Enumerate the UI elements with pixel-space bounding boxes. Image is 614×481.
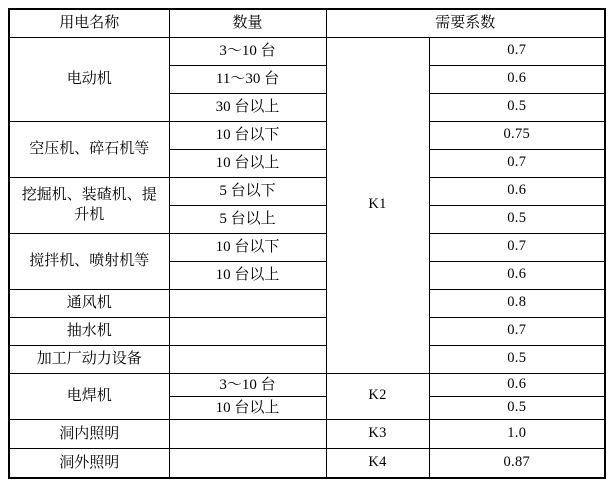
coefficient-value-cell: 0.5 — [429, 93, 605, 121]
equipment-name-cell: 电动机 — [9, 37, 169, 121]
k-factor-cell: K4 — [326, 449, 429, 478]
table-row — [9, 37, 605, 65]
table-row — [9, 289, 605, 317]
coefficient-value-cell: 0.8 — [429, 289, 605, 317]
quantity-cell: 10 台以上 — [169, 149, 326, 177]
coefficient-value-cell: 0.87 — [429, 449, 605, 478]
equipment-name-cell: 通风机 — [9, 289, 169, 317]
quantity-cell: 11～30 台 — [169, 65, 326, 93]
table-row — [9, 233, 605, 261]
table-row — [9, 317, 605, 345]
equipment-name-cell: 电焊机 — [9, 373, 169, 420]
k-factor-cell: K1 — [326, 37, 429, 373]
header-row — [9, 9, 605, 37]
coefficient-value-cell: 0.5 — [429, 396, 605, 419]
equipment-name-cell: 空压机、碎石机等 — [9, 121, 169, 177]
coefficient-value-cell: 0.6 — [429, 373, 605, 396]
quantity-cell — [169, 317, 326, 345]
equipment-name-cell: 加工厂动力设备 — [9, 345, 169, 373]
quantity-cell — [169, 420, 326, 449]
equipment-name-cell: 洞外照明 — [9, 449, 169, 478]
k-factor-cell: K3 — [326, 420, 429, 449]
quantity-cell — [169, 289, 326, 317]
col-header-quantity: 数量 — [169, 9, 326, 37]
quantity-cell: 10 台以下 — [169, 233, 326, 261]
equipment-name-cell: 洞内照明 — [9, 420, 169, 449]
table-row — [9, 449, 605, 478]
quantity-cell: 5 台以下 — [169, 177, 326, 205]
coefficient-value-cell: 0.6 — [429, 261, 605, 289]
table-row — [9, 373, 605, 396]
table-row — [9, 345, 605, 373]
equipment-name-cell: 搅拌机、喷射机等 — [9, 233, 169, 289]
quantity-cell: 10 台以上 — [169, 396, 326, 419]
table-row — [9, 177, 605, 205]
coefficient-value-cell: 0.75 — [429, 121, 605, 149]
equipment-name-cell: 抽水机 — [9, 317, 169, 345]
equipment-name-cell: 挖掘机、装碴机、提升机 — [9, 177, 169, 233]
quantity-cell: 3～10 台 — [169, 373, 326, 396]
quantity-cell: 5 台以上 — [169, 205, 326, 233]
table-row — [9, 121, 605, 149]
coefficient-value-cell: 1.0 — [429, 420, 605, 449]
col-header-name: 用电名称 — [9, 9, 169, 37]
coefficient-value-cell: 0.7 — [429, 149, 605, 177]
k-factor-cell: K2 — [326, 373, 429, 420]
coefficient-value-cell: 0.5 — [429, 345, 605, 373]
col-header-coefficient: 需要系数 — [326, 9, 605, 37]
table-row — [9, 420, 605, 449]
coefficient-value-cell: 0.5 — [429, 205, 605, 233]
quantity-cell: 3～10 台 — [169, 37, 326, 65]
quantity-cell — [169, 345, 326, 373]
coefficient-value-cell: 0.7 — [429, 317, 605, 345]
quantity-cell: 10 台以上 — [169, 261, 326, 289]
demand-coefficient-table — [8, 8, 606, 479]
coefficient-value-cell: 0.6 — [429, 65, 605, 93]
quantity-cell: 10 台以下 — [169, 121, 326, 149]
coefficient-value-cell: 0.6 — [429, 177, 605, 205]
coefficient-value-cell: 0.7 — [429, 37, 605, 65]
quantity-cell — [169, 449, 326, 478]
quantity-cell: 30 台以上 — [169, 93, 326, 121]
coefficient-value-cell: 0.7 — [429, 233, 605, 261]
